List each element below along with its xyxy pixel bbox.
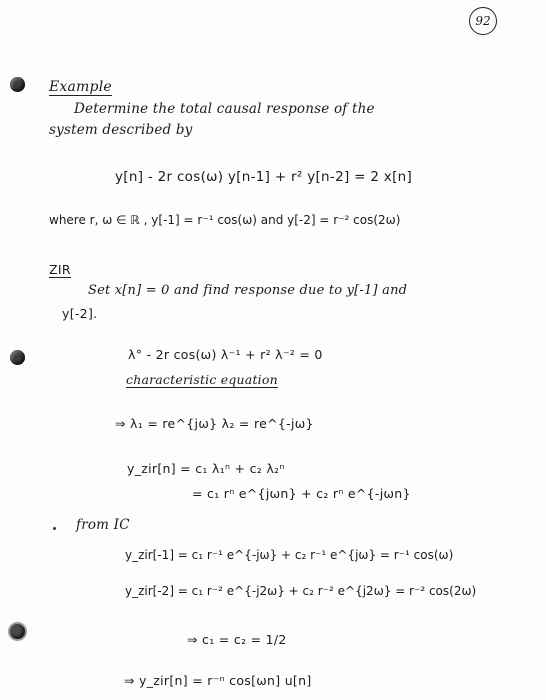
binder-hole-bottom (10, 624, 25, 639)
binder-hole-middle (10, 350, 25, 365)
final-result-line: ⇒ y_zir[n] = r⁻ⁿ cos[ωn] u[n] (124, 673, 312, 688)
ic-equation-1: y_zir[-1] = c₁ r⁻¹ e^{-jω} + c₂ r⁻¹ e^{jω} = r⁻¹ cos(ω) (125, 548, 454, 562)
coefficients-line: ⇒ c₁ = c₂ = 1/2 (187, 632, 287, 647)
characteristic-equation-label: characteristic equation (126, 372, 278, 387)
from-ic-label: from IC (76, 517, 130, 533)
roots-line: ⇒ λ₁ = re^{jω} λ₂ = re^{-jω} (115, 416, 314, 431)
zir-heading: ZIR (49, 262, 71, 277)
system-equation: y[n] - 2r cos(ω) y[n-1] + r² y[n-2] = 2 x[n] (115, 169, 413, 185)
binder-hole-top (10, 77, 25, 92)
intro-line-2: system described by (49, 122, 193, 138)
set-line-2: y[-2]. (62, 306, 98, 321)
heading: Example (49, 79, 112, 95)
page-number: 92 (469, 7, 497, 35)
characteristic-equation: λ° - 2r cos(ω) λ⁻¹ + r² λ⁻² = 0 (128, 347, 323, 362)
initial-conditions-line: where r, ω ∈ ℝ , y[-1] = r⁻¹ cos(ω) and y[-2] = r⁻² cos(2ω) (49, 213, 401, 227)
zir-solution-line-1: y_zir[n] = c₁ λ₁ⁿ + c₂ λ₂ⁿ (127, 461, 285, 476)
set-line-1: Set x[n] = 0 and find response due to y[-1] and (88, 283, 408, 298)
zir-solution-line-2: = c₁ rⁿ e^{jωn} + c₂ rⁿ e^{-jωn} (192, 486, 411, 501)
ic-equation-2: y_zir[-2] = c₁ r⁻² e^{-j2ω} + c₂ r⁻² e^{j2ω} = r⁻² cos(2ω) (125, 584, 477, 598)
margin-mark (53, 527, 56, 530)
intro-line-1: Determine the total causal response of the (74, 101, 375, 117)
